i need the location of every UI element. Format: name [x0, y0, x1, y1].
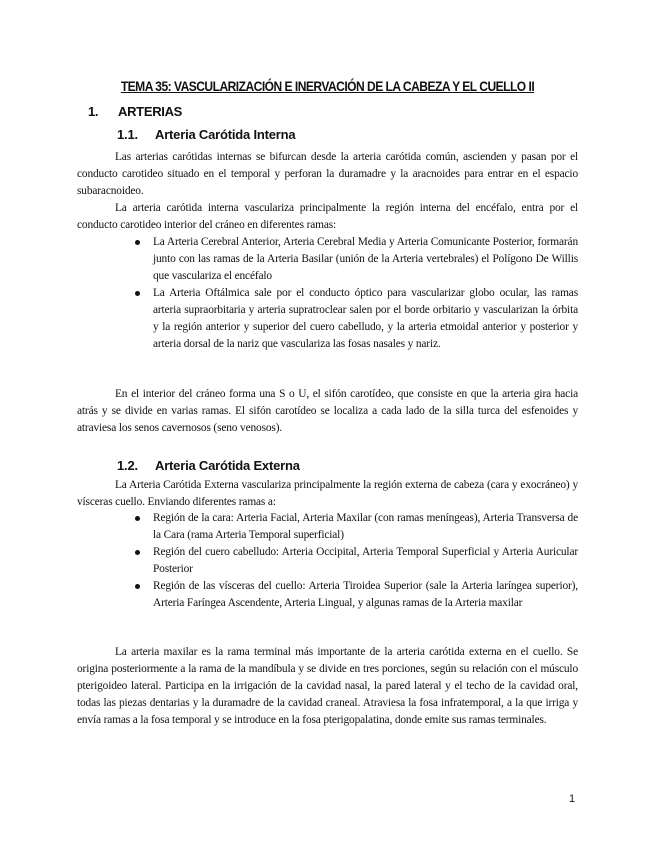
subsection-heading-carotida-interna	[117, 127, 295, 142]
list-item: Región de la cara: Arteria Facial, Arteria Maxilar (con ramas meníngeas), Arteria Transversa de la Cara (rama Arteria Temporal superficial)	[153, 510, 578, 544]
paragraph-carotida-externa-intro: La Arteria Carótida Externa vasculariza principalmente la región externa de cabeza (cara y exocráneo) y vísceras cuello. Enviando diferentes ramas a:	[77, 479, 578, 508]
subsection-title: Arteria Carótida Interna	[155, 127, 296, 142]
list-item: La Arteria Cerebral Anterior, Arteria Cerebral Media y Arteria Comunicante Posterior, formarán junto con las ramas de la Arteria Basilar (unión de la Arteria vertebrales) el Polígono De Willis que vasculariza el encéfalo	[153, 234, 578, 285]
paragraph-carotida-interna-vasculariza: La arteria carótida interna vasculariza principalmente la región interna del encéfalo, entra por el conducto carotideo interior del cráneo en diferentes ramas:	[77, 202, 578, 231]
paragraph-carotida-interna-intro: Las arterias carótidas internas se bifurcan desde la arteria carótida común, ascienden y pasan por el conducto carotideo situado en el temporal y perforan la duramadre y la aracnoides para entrar en el espacio subaracnoideo.	[77, 151, 578, 197]
subsection-number: 1.2.	[117, 458, 138, 473]
bullet-icon	[135, 584, 140, 589]
page-number: 1	[569, 793, 576, 805]
bullet-icon	[135, 291, 140, 296]
bullet-icon	[135, 516, 140, 521]
section-number: 1.	[88, 104, 99, 119]
bullet-list-carotida-externa	[153, 510, 578, 612]
list-item: Región del cuero cabelludo: Arteria Occipital, Arteria Temporal Superficial y Arteria Auricular Posterior	[153, 544, 578, 578]
bullet-icon	[135, 550, 140, 555]
document-title: TEMA 35: VASCULARIZACIÓN E INERVACIÓN DE LA CABEZA Y EL CUELLO II	[120, 78, 535, 94]
paragraph-arteria-maxilar: La arteria maxilar es la rama terminal más importante de la arteria carótida externa en el cuello. Se origina posteriormente a la rama de la mandíbula y se divide en tres porciones, según su relación con el músculo pterigoideo lateral. Participa en la irrigación de la cavidad nasal, la pared lateral y el techo de la cavidad oral, todas las piezas dentarias y la duramadre de la cavidad craneal. Atraviesa la fosa infratemporal, a la que irriga y envía ramas a la fosa temporal y se introduce en la fosa pterigopalatina, donde emite sus ramas terminales.	[77, 646, 578, 726]
subsection-number: 1.1.	[117, 127, 138, 142]
section-heading-arterias	[88, 104, 182, 119]
subsection-heading-carotida-externa	[117, 458, 300, 473]
section-title: ARTERIAS	[118, 104, 183, 119]
paragraph-sifon-carotideo: En el interior del cráneo forma una S o U, el sifón carotídeo, que consiste en que la arteria gira hacia atrás y se divide en varias ramas. El sifón carotídeo se localiza a cada lado de la silla turca del esfenoides y atraviesa los senos cavernosos (seno venosos).	[77, 388, 578, 434]
bullet-list-carotida-interna	[153, 234, 578, 353]
subsection-title: Arteria Carótida Externa	[155, 458, 300, 473]
bullet-icon	[135, 240, 140, 245]
list-item: Región de las vísceras del cuello: Arteria Tiroidea Superior (sale la Arteria laríngea superior), Arteria Faríngea Ascendente, Arteria Lingual, y algunas ramas de la Arteria maxilar	[153, 578, 578, 612]
list-item: La Arteria Oftálmica sale por el conducto óptico para vascularizar globo ocular, las ramas arteria supraorbitaria y arteria supratroclear salen por el borde orbitario y vascularizan la órbita y la región anterior y superior del cuero cabelludo, y la arteria etmoidal anterior y posterior y arteria dorsal de la nariz que vasculariza las fosas nasales y nariz.	[153, 285, 578, 353]
